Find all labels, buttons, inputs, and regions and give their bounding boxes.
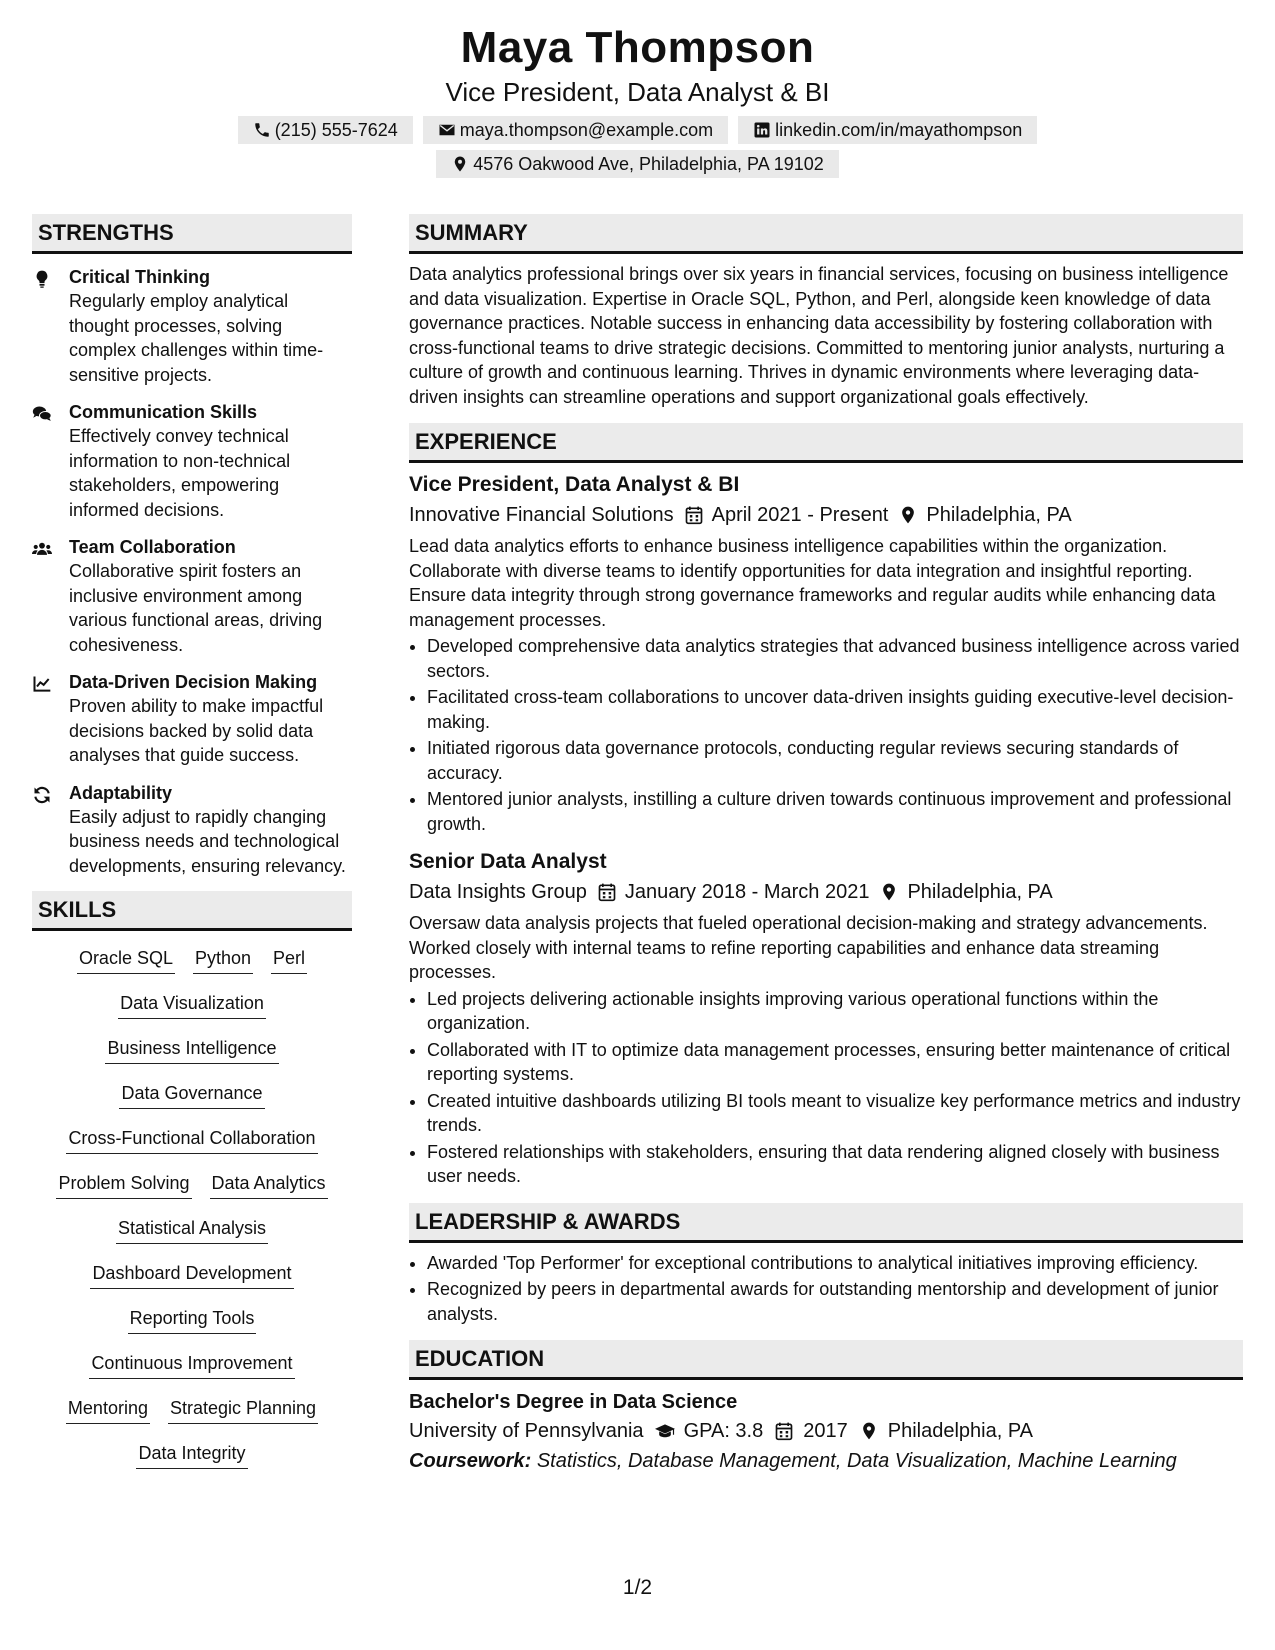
map-pin-icon: [451, 155, 469, 173]
linkedin-icon: [753, 121, 771, 139]
envelope-icon: [438, 121, 456, 139]
strength-desc: Effectively convey technical information to non-technical stakeholders, empowering informed decisions.: [69, 426, 291, 520]
map-pin-icon: [858, 1421, 880, 1441]
skill-tag: Dashboard Development: [90, 1260, 293, 1289]
bullet-item: • Fostered relationships with stakeholders, ensuring that data rendering aligned closely with business user needs.: [427, 1140, 1243, 1189]
skill-tag: Cross-Functional Collaboration: [66, 1125, 317, 1154]
calendar-icon: [684, 505, 704, 525]
bullet-item: • Initiated rigorous data governance protocols, conducting regular reviews securing standards of accuracy.: [427, 736, 1243, 785]
job-dates: April 2021 - Present: [711, 504, 889, 526]
skill-tag: Strategic Planning: [168, 1395, 318, 1424]
gpa-text: GPA: 3.8: [683, 1420, 764, 1442]
contact-row: [0, 116, 1275, 144]
skill-tag: Data Analytics: [210, 1170, 328, 1199]
education-heading: EDUCATION: [409, 1340, 1243, 1380]
job-meta: [409, 500, 1243, 530]
graduation-cap-icon: [654, 1421, 676, 1441]
bullet-item: • Created intuitive dashboards utilizing BI tools meant to visualize key performance metrics and industry trends.: [427, 1089, 1243, 1138]
strength-title: Team Collaboration: [69, 537, 236, 557]
skill-tag: Reporting Tools: [128, 1305, 257, 1334]
skill-tag: Data Integrity: [136, 1440, 247, 1469]
bullet-item: • Led projects delivering actionable insights improving various operational functions within the organization.: [427, 987, 1243, 1036]
bullet-item: • Collaborated with IT to optimize data management processes, ensuring better maintenance of critical reporting systems.: [427, 1038, 1243, 1087]
awards-list: [409, 1251, 1243, 1327]
phone-icon: [253, 121, 271, 139]
experience-heading: EXPERIENCE: [409, 423, 1243, 463]
bullet-item: • Facilitated cross-team collaborations to uncover data-driven insights guiding executive-level decision-making.: [427, 685, 1243, 734]
strength-desc: Proven ability to make impactful decisions backed by solid data analyses that guide success.: [69, 696, 324, 765]
degree-title: Bachelor's Degree in Data Science: [409, 1391, 738, 1413]
skills-heading: SKILLS: [32, 891, 352, 931]
skill-tag: Statistical Analysis: [116, 1215, 268, 1244]
job-title: Senior Data Analyst: [409, 850, 607, 873]
education-location: Philadelphia, PA: [887, 1420, 1034, 1442]
address-text: 4576 Oakwood Ave, Philadelphia, PA 19102: [473, 154, 824, 174]
bullet-item: • Mentored junior analysts, instilling a culture driven towards continuous improvement and professional growth.: [427, 787, 1243, 836]
bullet-item: • Developed comprehensive data analytics strategies that advanced business intelligence across varied sectors.: [427, 634, 1243, 683]
strengths-list: [32, 265, 352, 878]
right-column: [409, 214, 1243, 1476]
coursework: [409, 1446, 1243, 1476]
job-entry: [409, 471, 1243, 836]
job-description: Lead data analytics efforts to enhance business intelligence capabilities within the organization. Collaborate with diverse teams to identify opportunities for data integration and insightful reporting. Ensure data integrity through strong governance frameworks and regular audits while enhancing data management processes.: [409, 536, 1216, 630]
skill-tag: Oracle SQL: [77, 945, 175, 974]
education-meta: [409, 1416, 1243, 1446]
strength-title: Data-Driven Decision Making: [69, 672, 318, 692]
skill-tag: Problem Solving: [56, 1170, 191, 1199]
job-dates: January 2018 - March 2021: [624, 881, 870, 903]
strength-title: Communication Skills: [69, 402, 258, 422]
job-bullets: [409, 634, 1243, 836]
coursework-label: Coursework:: [409, 1450, 532, 1472]
email-text: maya.thompson@example.com: [459, 120, 714, 140]
skill-tag: Mentoring: [66, 1395, 150, 1424]
company-name: Innovative Financial Solutions: [409, 504, 674, 526]
graduation-year: 2017: [803, 1420, 848, 1442]
linkedin-text: linkedin.com/in/mayathompson: [775, 120, 1023, 140]
skill-tag: Perl: [271, 945, 307, 974]
leadership-heading: LEADERSHIP & AWARDS: [409, 1203, 1243, 1243]
address-row: [0, 150, 1275, 178]
strength-item: [32, 535, 352, 657]
left-column: [32, 214, 352, 1485]
candidate-name: Maya Thompson: [460, 23, 815, 72]
job-entry: [409, 848, 1243, 1189]
linkedin-chip[interactable]: [738, 116, 1037, 144]
skill-tag: Continuous Improvement: [89, 1350, 294, 1379]
skill-tag: Python: [193, 945, 253, 974]
address-chip: [436, 150, 839, 178]
skill-tag: Data Visualization: [118, 990, 266, 1019]
page-number: 1/2: [622, 1576, 653, 1599]
lightbulb-icon: [32, 269, 52, 289]
job-title: Vice President, Data Analyst & BI: [409, 473, 740, 496]
job-bullets: [409, 987, 1243, 1189]
summary-heading: SUMMARY: [409, 214, 1243, 254]
map-pin-icon: [898, 505, 918, 525]
summary-text: Data analytics professional brings over six years in financial services, focusing on business intelligence and data visualization. Expertise in Oracle SQL, Python, and Perl, alongside keen knowledge of data governance practices. Notable success in enhancing data accessibility by fostering collaboration with cross-functional teams to drive strategic decisions. Committed to mentoring junior analysts, nurturing a culture of growth and continuous learning. Thrives in dynamic environments where leveraging data-driven insights can streamline operations and support organizational goals effectively.: [409, 264, 1229, 407]
strength-desc: Collaborative spirit fosters an inclusive environment among various functional areas, driving cohesiveness.: [69, 561, 323, 655]
school-name: University of Pennsylvania: [409, 1420, 644, 1442]
strength-title: Adaptability: [69, 782, 173, 803]
strength-title: Critical Thinking: [69, 267, 211, 287]
strength-item: [32, 400, 352, 522]
calendar-icon: [773, 1421, 795, 1441]
strength-desc: Regularly employ analytical thought processes, solving complex challenges within time-sensitive projects.: [69, 291, 324, 385]
resume-header: [0, 22, 1275, 178]
job-location: Philadelphia, PA: [926, 504, 1072, 526]
email-chip[interactable]: [423, 116, 728, 144]
map-pin-icon: [879, 882, 899, 902]
strength-item: [32, 265, 352, 387]
skill-tag: Data Governance: [119, 1080, 264, 1109]
coursework-list: Statistics, Database Management, Data Visualization, Machine Learning: [536, 1450, 1177, 1472]
phone-text: (215) 555-7624: [274, 120, 398, 140]
strength-desc: Easily adjust to rapidly changing business needs and technological developments, ensuring relevancy.: [69, 806, 346, 876]
company-name: Data Insights Group: [409, 881, 587, 903]
skill-tag: Business Intelligence: [105, 1035, 278, 1064]
phone-chip[interactable]: [238, 116, 413, 144]
strength-item: [32, 781, 352, 879]
award-item: • Awarded 'Top Performer' for exceptional contributions to analytical initiatives improving efficiency.: [427, 1251, 1243, 1276]
calendar-icon: [597, 882, 617, 902]
sync-icon: [32, 785, 52, 805]
job-description: Oversaw data analysis projects that fueled operational decision-making and strategy advancements. Worked closely with internal teams to refine reporting capabilities and enhance data streaming processes.: [409, 913, 1208, 982]
strength-item: [32, 670, 352, 768]
job-location: Philadelphia, PA: [907, 881, 1053, 903]
comments-icon: [32, 404, 52, 424]
strengths-heading: STRENGTHS: [32, 214, 352, 254]
job-meta: [409, 877, 1243, 907]
award-item: • Recognized by peers in departmental awards for outstanding mentorship and development of junior analysts.: [427, 1277, 1243, 1326]
users-icon: [32, 539, 52, 559]
skills-list: [32, 945, 352, 1485]
candidate-title: Vice President, Data Analyst & BI: [445, 77, 830, 107]
chart-line-icon: [32, 674, 52, 694]
